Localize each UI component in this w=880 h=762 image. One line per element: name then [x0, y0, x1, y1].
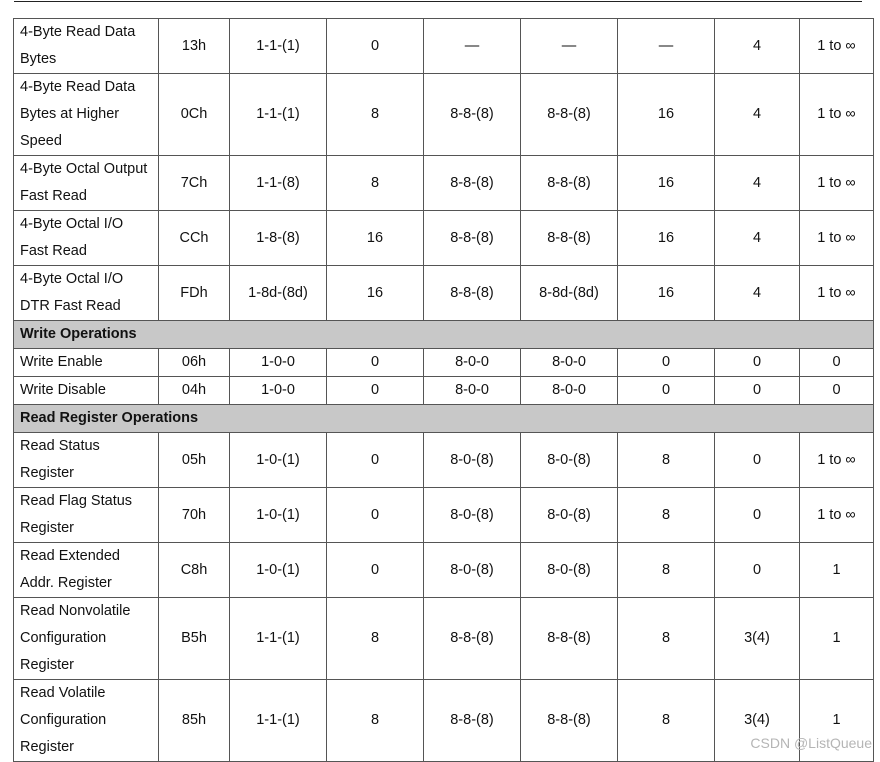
table-cell: 16	[618, 74, 715, 156]
table-cell: 1 to ∞	[800, 488, 874, 543]
table-cell: 8-0-0	[521, 349, 618, 377]
table-row	[14, 377, 874, 405]
table-cell: 4	[715, 19, 800, 74]
section-title: Read Register Operations	[14, 405, 874, 433]
table-cell: 0	[618, 349, 715, 377]
section-title: Write Operations	[14, 321, 874, 349]
table-row	[14, 543, 874, 598]
table-cell: 8-0-(8)	[521, 543, 618, 598]
table-cell: 8-8-(8)	[521, 211, 618, 266]
watermark: CSDN @ListQueue	[750, 735, 872, 751]
table-cell: 8-8-(8)	[424, 266, 521, 321]
top-rule	[14, 1, 862, 2]
table-cell: 1	[800, 543, 874, 598]
table-cell: B5h	[159, 598, 230, 680]
table-cell: 8-8-(8)	[521, 156, 618, 211]
command-name-cell: Read Extended Addr. Register	[14, 543, 159, 598]
table-cell: 8	[618, 488, 715, 543]
table-row	[14, 74, 874, 156]
table-cell: 8-0-(8)	[424, 433, 521, 488]
table-cell: 8-0-0	[521, 377, 618, 405]
table-cell: 8-8-(8)	[424, 211, 521, 266]
command-name-cell: Read Nonvolatile Configuration Register	[14, 598, 159, 680]
command-name-cell: 4-Byte Octal I/O Fast Read	[14, 211, 159, 266]
table-cell: 1-1-(1)	[230, 680, 327, 762]
table-cell: 70h	[159, 488, 230, 543]
table-cell: 16	[618, 266, 715, 321]
table-cell: 8	[327, 74, 424, 156]
table-cell: 8	[327, 680, 424, 762]
table-cell: 16	[618, 211, 715, 266]
table-cell: 8-8-(8)	[424, 598, 521, 680]
table-cell: 1-0-(1)	[230, 433, 327, 488]
table-cell: 13h	[159, 19, 230, 74]
table-row	[14, 266, 874, 321]
command-name-cell: Read Status Register	[14, 433, 159, 488]
table-row	[14, 349, 874, 377]
table-cell: 85h	[159, 680, 230, 762]
table-cell: 1-0-(1)	[230, 488, 327, 543]
table-cell: 1 to ∞	[800, 266, 874, 321]
table-cell: 8-0-0	[424, 349, 521, 377]
table-row	[14, 598, 874, 680]
table-row	[14, 19, 874, 74]
table-cell: 1	[800, 598, 874, 680]
table-cell: —	[424, 19, 521, 74]
table-cell: 8-0-0	[424, 377, 521, 405]
table-body	[14, 19, 874, 762]
table-cell: 8-8-(8)	[521, 680, 618, 762]
command-name-cell: 4-Byte Octal Output Fast Read	[14, 156, 159, 211]
table-cell: 0	[618, 377, 715, 405]
table-cell: 8-8-(8)	[521, 74, 618, 156]
table-cell: CCh	[159, 211, 230, 266]
table-cell: 0	[327, 377, 424, 405]
table-cell: 0	[715, 377, 800, 405]
table-cell: 1-1-(1)	[230, 598, 327, 680]
table-cell: 8	[327, 598, 424, 680]
table-row	[14, 488, 874, 543]
command-name-cell: 4-Byte Read Data Bytes at Higher Speed	[14, 74, 159, 156]
table-cell: 8-8-(8)	[424, 74, 521, 156]
table-cell: 0	[327, 543, 424, 598]
table-cell: 16	[618, 156, 715, 211]
table-cell: 8-8-(8)	[521, 598, 618, 680]
table-cell: 1 to ∞	[800, 211, 874, 266]
table-cell: 4	[715, 211, 800, 266]
table-cell: 8-0-(8)	[521, 433, 618, 488]
command-name-cell: Read Flag Status Register	[14, 488, 159, 543]
table-cell: 0	[715, 349, 800, 377]
table-cell: 8-0-(8)	[521, 488, 618, 543]
table-cell: 8-8-(8)	[424, 156, 521, 211]
table-cell: 0	[715, 488, 800, 543]
table-cell: 1-1-(8)	[230, 156, 327, 211]
table-cell: 0	[800, 377, 874, 405]
table-cell: 8-8d-(8d)	[521, 266, 618, 321]
table-cell: 8	[618, 543, 715, 598]
table-cell: 0	[715, 433, 800, 488]
table-cell: 1	[800, 680, 874, 762]
table-cell: 8	[618, 680, 715, 762]
section-header-row	[14, 321, 874, 349]
command-name-cell: Read Volatile Configuration Register	[14, 680, 159, 762]
table-cell: 3(4)	[715, 598, 800, 680]
table-cell: 04h	[159, 377, 230, 405]
section-header-row	[14, 405, 874, 433]
table-cell: 1 to ∞	[800, 74, 874, 156]
table-cell: 1-0-0	[230, 377, 327, 405]
table-cell: 4	[715, 266, 800, 321]
table-cell: 1-0-(1)	[230, 543, 327, 598]
command-name-cell: 4-Byte Read Data Bytes	[14, 19, 159, 74]
table-cell: 1-1-(1)	[230, 74, 327, 156]
table-cell: 0Ch	[159, 74, 230, 156]
table-cell: 8-0-(8)	[424, 488, 521, 543]
table-cell: 16	[327, 211, 424, 266]
table-cell: 0	[327, 349, 424, 377]
table-cell: FDh	[159, 266, 230, 321]
command-table	[13, 18, 874, 762]
table-cell: 0	[800, 349, 874, 377]
table-cell: 0	[327, 433, 424, 488]
table-cell: 1-1-(1)	[230, 19, 327, 74]
table-cell: 8	[618, 433, 715, 488]
table-cell: 1-8-(8)	[230, 211, 327, 266]
table-cell: 3(4)	[715, 680, 800, 762]
table-cell: 1 to ∞	[800, 433, 874, 488]
table-cell: 1-0-0	[230, 349, 327, 377]
table-cell: 0	[327, 19, 424, 74]
table-cell: 06h	[159, 349, 230, 377]
table-cell: 8	[327, 156, 424, 211]
command-name-cell: Write Disable	[14, 377, 159, 405]
table-cell: 8-8-(8)	[424, 680, 521, 762]
table-row	[14, 156, 874, 211]
table-cell: —	[618, 19, 715, 74]
table-cell: 8-0-(8)	[424, 543, 521, 598]
table-cell: 7Ch	[159, 156, 230, 211]
table-cell: 4	[715, 74, 800, 156]
table-cell: 1-8d-(8d)	[230, 266, 327, 321]
table-cell: C8h	[159, 543, 230, 598]
table-row	[14, 680, 874, 762]
table-cell: 1 to ∞	[800, 156, 874, 211]
table-cell: 4	[715, 156, 800, 211]
table-cell: 1 to ∞	[800, 19, 874, 74]
table-cell: 0	[327, 488, 424, 543]
table-cell: —	[521, 19, 618, 74]
table-cell: 16	[327, 266, 424, 321]
table-row	[14, 211, 874, 266]
table-cell: 8	[618, 598, 715, 680]
table-cell: 05h	[159, 433, 230, 488]
command-name-cell: Write Enable	[14, 349, 159, 377]
table-row	[14, 433, 874, 488]
command-name-cell: 4-Byte Octal I/O DTR Fast Read	[14, 266, 159, 321]
table-cell: 0	[715, 543, 800, 598]
